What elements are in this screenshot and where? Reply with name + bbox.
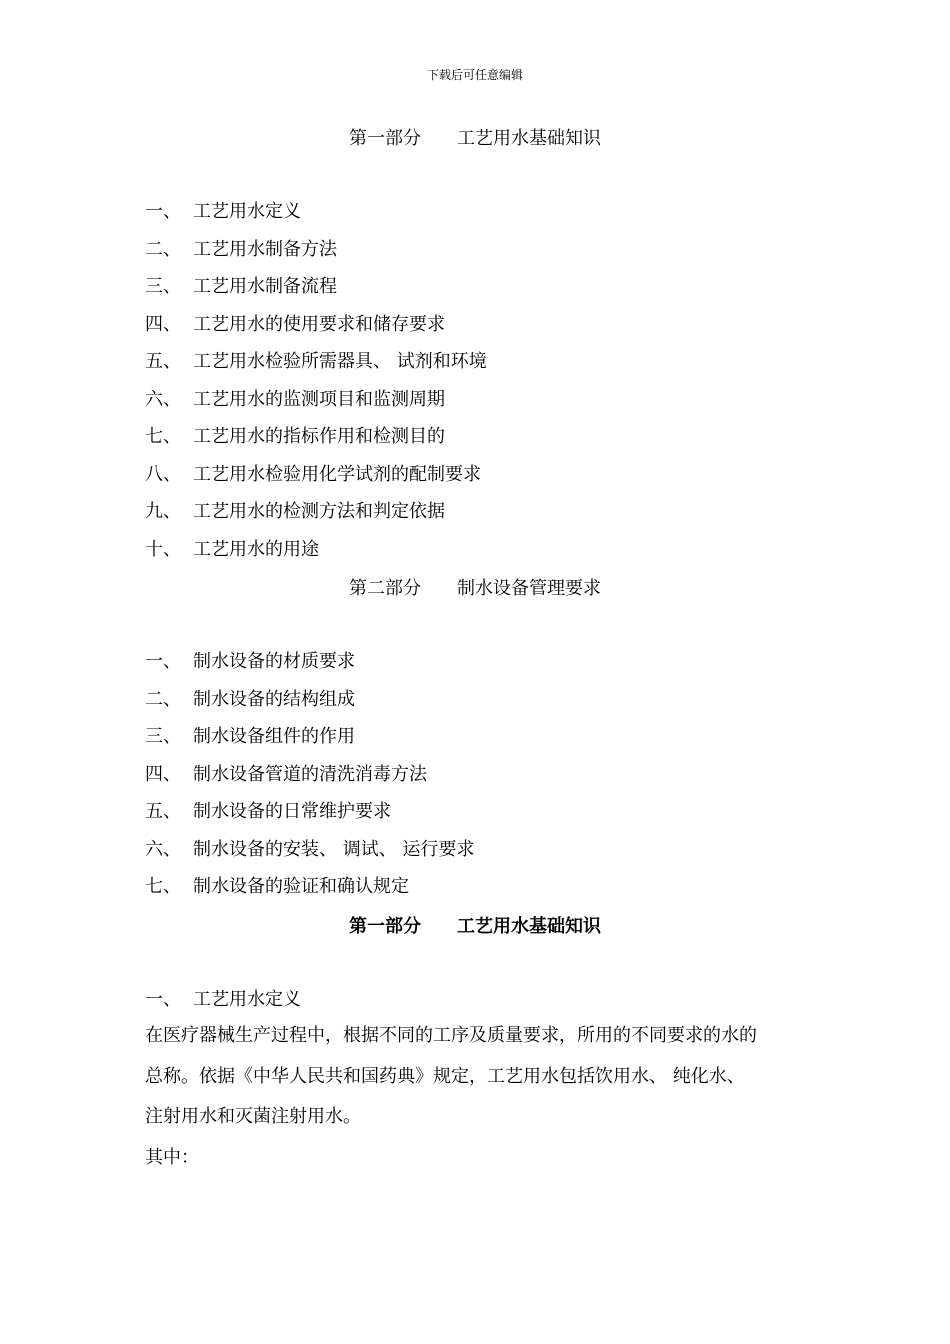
part1-list — [145, 199, 487, 574]
list-item: 七、 制水设备的验证和确认规定 — [145, 876, 409, 897]
list-item: 七、 工艺用水的指标作用和检测目的 — [145, 426, 445, 447]
paragraph-line: 在医疗器械生产过程中，根据不同的工序及质量要求，所用的不同要求的水的 — [145, 1025, 757, 1046]
list-item: 五、 制水设备的日常维护要求 — [145, 801, 391, 822]
list-item: 四、 工艺用水的使用要求和储存要求 — [145, 313, 445, 335]
part2-title: 第二部分 制水设备管理要求 — [349, 578, 601, 599]
part1-title: 第一部分 工艺用水基础知识 — [349, 128, 601, 149]
list-item: 九、 工艺用水的检测方法和判定依据 — [145, 501, 445, 522]
part2-list — [145, 649, 474, 912]
paragraph-line: 其中： — [145, 1146, 199, 1168]
list-item: 三、 工艺用水制备流程 — [145, 276, 337, 297]
list-item: 三、 制水设备组件的作用 — [145, 726, 355, 747]
list-item: 二、 工艺用水制备方法 — [145, 238, 337, 260]
paragraph-line: 注射用水和灭菌注射用水。 — [145, 1106, 361, 1128]
list-item: 一、 制水设备的材质要求 — [145, 651, 355, 672]
list-item: 一、 工艺用水定义 — [145, 201, 301, 222]
list-item: 一、 工艺用水定义 — [145, 989, 301, 1010]
page-header: 下载后可任意编辑 — [426, 68, 523, 82]
list-item: 六、 工艺用水的监测项目和监测周期 — [145, 388, 445, 410]
list-item: 五、 工艺用水检验所需器具、 试剂和环境 — [145, 351, 487, 372]
section1-title: 第一部分 工艺用水基础知识 — [349, 916, 601, 937]
paragraph-line: 总称。依据《中华人民共和国药典》规定，工艺用水包括饮用水、 纯化水、 — [145, 1065, 745, 1087]
list-item: 十、 工艺用水的用途 — [145, 538, 319, 560]
list-item: 二、 制水设备的结构组成 — [145, 688, 355, 710]
list-item: 六、 制水设备的安装、 调试、 运行要求 — [145, 838, 475, 860]
list-item: 八、 工艺用水检验用化学试剂的配制要求 — [145, 463, 481, 485]
definition-paragraph — [145, 1016, 805, 1178]
list-item: 四、 制水设备管道的清洗消毒方法 — [145, 763, 427, 785]
